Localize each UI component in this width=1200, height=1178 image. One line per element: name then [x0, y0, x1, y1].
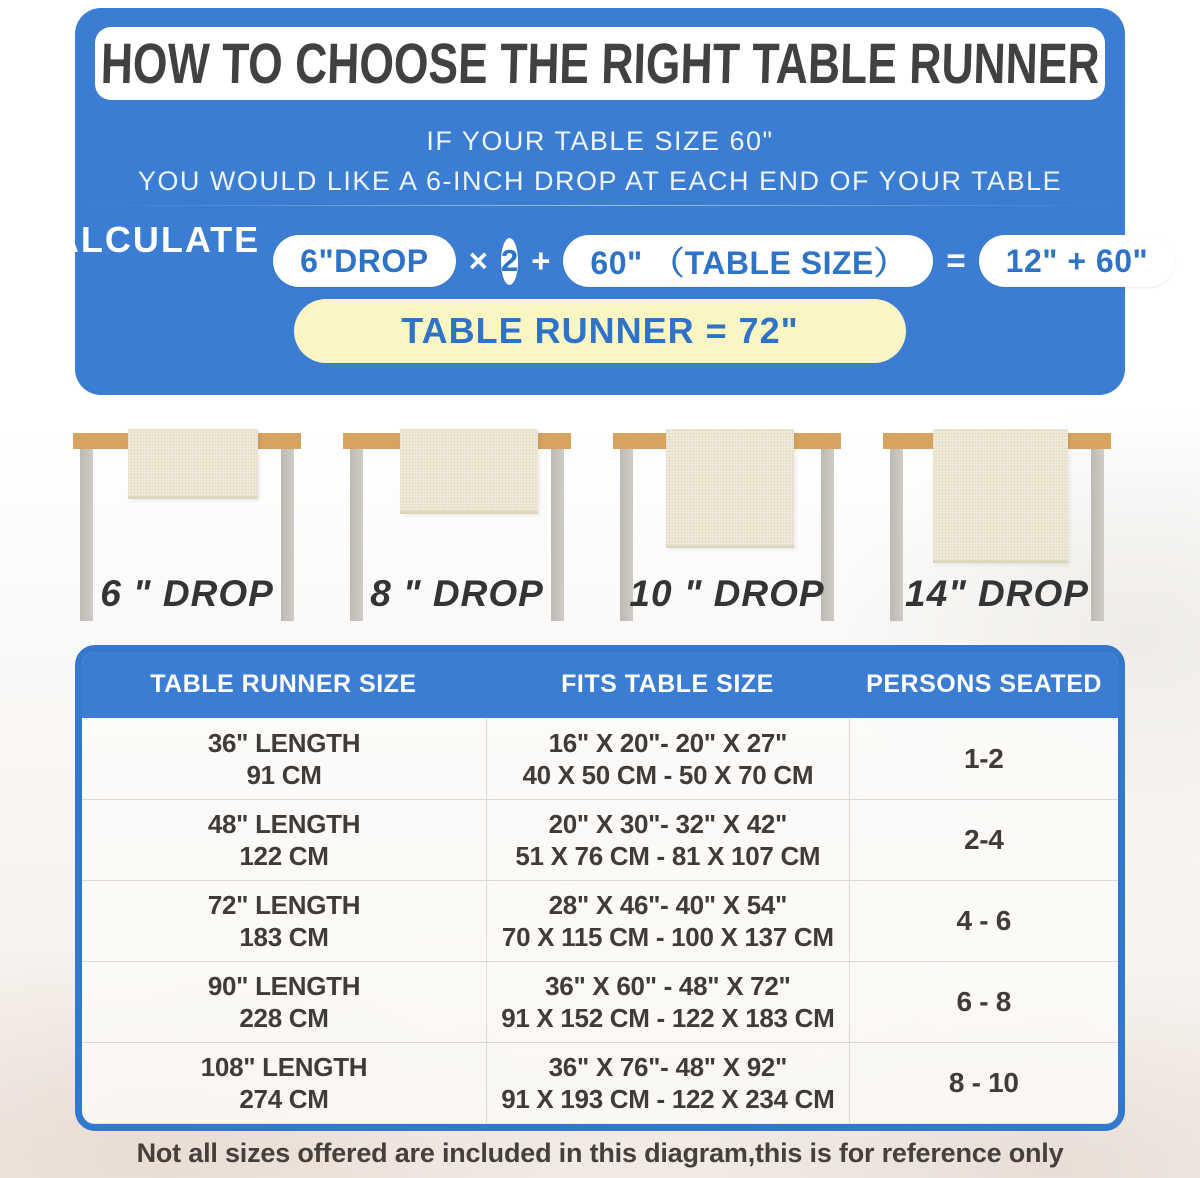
- runner-length-inches: 108" LENGTH: [200, 1052, 368, 1082]
- table-illustration-10-drop: [613, 425, 841, 621]
- page-title: HOW TO CHOOSE THE RIGHT TABLE RUNNER: [99, 31, 1101, 96]
- fits-size-cm: 91 X 152 CM - 122 X 183 CM: [501, 1003, 835, 1033]
- table-illustration-14-drop: [883, 425, 1111, 621]
- persons-seated: 8 - 10: [948, 1067, 1019, 1098]
- divider-line: [87, 205, 1113, 206]
- multiply-operator: ×: [468, 242, 488, 279]
- table-runner-cloth: [933, 429, 1068, 563]
- drop-label: 14" DROP: [905, 573, 1089, 614]
- fits-size-cm: 51 X 76 CM - 81 X 107 CM: [515, 841, 821, 871]
- drop-illustrations-row: [73, 425, 1111, 621]
- persons-seated: 6 - 8: [956, 986, 1012, 1017]
- table-row-fits-size: [486, 961, 849, 1042]
- size-chart-header: [81, 651, 1119, 718]
- size-chart-body: [82, 718, 1118, 1123]
- table-runner-cloth: [400, 429, 538, 514]
- fits-size-inches: 20" X 30"- 32" X 42": [548, 809, 788, 839]
- fits-size-cm: 91 X 193 CM - 122 X 234 CM: [501, 1084, 835, 1114]
- column-header-runner-size: TABLE RUNNER SIZE: [150, 670, 417, 698]
- fits-size-inches: 36" X 60" - 48" X 72": [545, 971, 791, 1001]
- table-row-fits-size: [486, 799, 849, 880]
- table-size-pill: 60" （TABLE SIZE）: [563, 235, 933, 287]
- table-row-persons: [849, 880, 1118, 961]
- table-row-persons: [849, 1042, 1118, 1123]
- factor-badge: 2: [501, 238, 518, 285]
- drop-label: 10 " DROP: [629, 573, 825, 614]
- table-runner-cloth: [128, 429, 258, 499]
- table-row-runner-size: [82, 880, 486, 961]
- runner-length-cm: 228 CM: [239, 1003, 329, 1033]
- drop-label: 6 " DROP: [100, 573, 274, 614]
- result-pill: 12" + 60": [979, 235, 1176, 287]
- table-row-runner-size: [82, 718, 486, 799]
- drop-label: 8 " DROP: [370, 573, 544, 614]
- total-result-pill: TABLE RUNNER = 72": [294, 299, 906, 363]
- persons-seated: 2-4: [964, 824, 1004, 855]
- table-row-fits-size: [486, 718, 849, 799]
- runner-length-cm: 274 CM: [239, 1084, 329, 1114]
- fits-size-inches: 16" X 20"- 20" X 27": [548, 727, 788, 758]
- runner-length-inches: 36" LENGTH: [207, 727, 361, 758]
- runner-length-inches: 90" LENGTH: [207, 971, 361, 1001]
- fits-size-inches: 36" X 76"- 48" X 92": [548, 1052, 788, 1082]
- column-header-persons: PERSONS SEATED: [866, 670, 1102, 698]
- table-row-fits-size: [486, 880, 849, 961]
- header-panel: [24, 8, 1149, 395]
- table-row-persons: [849, 961, 1118, 1042]
- table-illustration-6-drop: [73, 425, 301, 621]
- table-row-persons: [849, 799, 1118, 880]
- table-row-runner-size: [82, 799, 486, 880]
- calculate-label: CALCULATE :: [24, 219, 261, 302]
- persons-seated: 4 - 6: [956, 905, 1012, 936]
- runner-length-inches: 48" LENGTH: [207, 809, 361, 839]
- persons-seated: 1-2: [964, 742, 1004, 774]
- drop-pill: 6"DROP: [273, 235, 455, 287]
- fits-size-cm: 70 X 115 CM - 100 X 137 CM: [501, 922, 834, 952]
- table-row-runner-size: [82, 961, 486, 1042]
- equals-operator: =: [946, 242, 966, 279]
- footer-note: Not all sizes offered are included in this diagram,this is for reference only: [136, 1138, 1064, 1168]
- runner-length-inches: 72" LENGTH: [207, 890, 361, 920]
- table-illustration-8-drop: [343, 425, 571, 621]
- title-banner: [95, 27, 1105, 100]
- runner-length-cm: 122 CM: [239, 841, 329, 871]
- table-runner-cloth: [666, 429, 794, 548]
- size-chart-panel: [75, 645, 1125, 1131]
- runner-length-cm: 183 CM: [239, 922, 329, 952]
- table-row-runner-size: [82, 1042, 486, 1123]
- subtitle-line2: YOU WOULD LIKE A 6-INCH DROP AT EACH END OF YOUR TABLE: [137, 166, 1063, 196]
- subtitle-line1: IF YOUR TABLE SIZE 60": [426, 126, 774, 156]
- fits-size-cm: 40 X 50 CM - 50 X 70 CM: [522, 759, 814, 790]
- table-row-persons: [849, 718, 1118, 799]
- runner-length-cm: 91 CM: [246, 759, 322, 790]
- calculation-row: [24, 219, 1149, 302]
- table-row-fits-size: [486, 1042, 849, 1123]
- plus-operator: +: [531, 242, 551, 279]
- column-header-fits-size: FITS TABLE SIZE: [561, 670, 774, 698]
- fits-size-inches: 28" X 46"- 40" X 54": [548, 890, 788, 920]
